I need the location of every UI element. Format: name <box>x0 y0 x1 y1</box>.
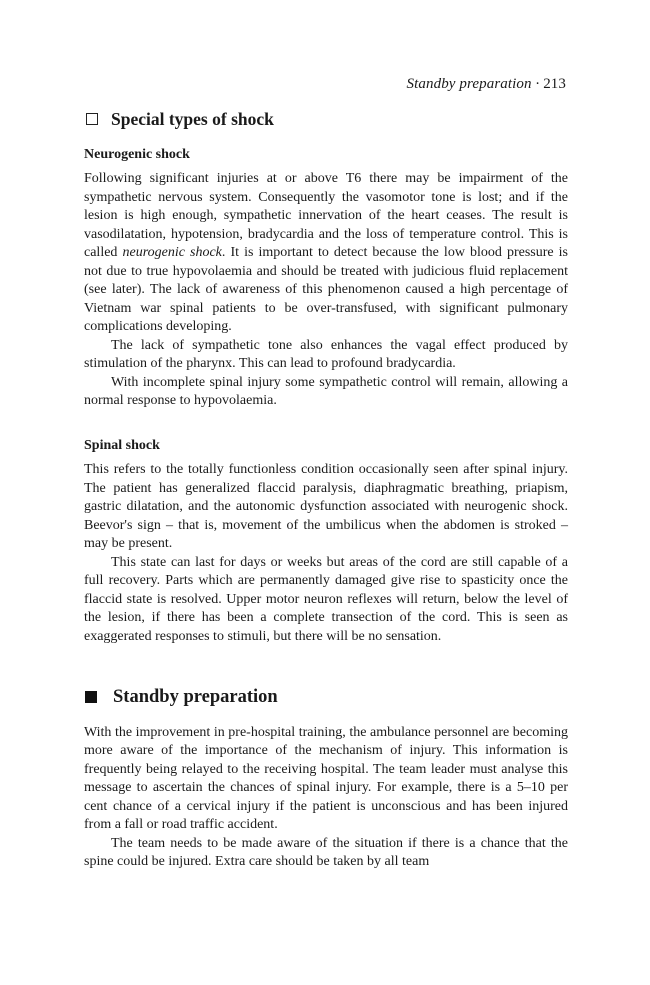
hollow-square-icon <box>86 113 98 125</box>
subsection-heading-neurogenic: Neurogenic shock <box>84 146 190 162</box>
page-number: 213 <box>543 76 566 92</box>
paragraph-neurogenic-1: Following significant injuries at or above T6 there may be impairment of the sympathetic nervous system. Consequently the vasomotor tone is lost; and if the lesion is high enough, sympathetic innervation of the heart ceases. The result is vasodilatation, hypotension, bradycardia and the loss of temperature control. This is called neurogenic shock. It is important to detect because the low blood pressure is not due to true hypovolaemia and should be treated with judicious fluid replacement (see later). The lack of awareness of this phenomenon caused a high percentage of Vietnam war spinal patients to be over-transfused, with significant pulmonary complications developing. <box>84 171 568 334</box>
section-heading-text: Special types of shock <box>111 109 274 129</box>
running-head <box>407 76 566 93</box>
filled-square-icon <box>85 691 97 703</box>
paragraph-neurogenic-3: With incomplete spinal injury some sympathetic control will remain, allowing a normal response to hypovolaemia. <box>84 374 568 408</box>
paragraph-standby-2: The team needs to be made aware of the situation if there is a chance that the spine could be injured. Extra care should be taken by all team <box>84 835 568 869</box>
running-head-separator: · <box>531 76 544 92</box>
term-neurogenic-shock: neurogenic shock <box>122 245 222 260</box>
paragraph-spinal-1: This refers to the totally functionless condition occasionally seen after spinal injury. The patient has generalized flaccid paralysis, diaphragmatic breathing, priapism, gastric dilatation, and the autonomic dysfunction associated with neurogenic shock. Beevor's sign – that is, movement of the umbilicus when the abdomen is stroked – may be present. <box>84 462 568 551</box>
paragraph-spinal-2: This state can last for days or weeks but areas of the cord are still capable of a full recovery. Parts which are permanently damaged give rise to spasticity once the flaccid state is resolved. Upper motor neuron reflexes will return, below the level of the lesion, if there has been a complete transection of the cord. This is seen as exaggerated responses to stimuli, but there will be no sensation. <box>84 554 568 644</box>
section-heading-special-shock <box>84 110 568 129</box>
running-head-title: Standby preparation <box>406 76 532 92</box>
section-heading-text: Standby preparation <box>113 687 278 707</box>
page-body <box>84 110 568 872</box>
paragraph-neurogenic-2: The lack of sympathetic tone also enhances the vagal effect produced by stimulation of the pharynx. This can lead to profound bradycardia. <box>84 337 568 371</box>
subsection-heading-spinal: Spinal shock <box>84 437 160 453</box>
section-heading-standby <box>84 688 568 707</box>
paragraph-standby-1: With the improvement in pre-hospital training, the ambulance personnel are becoming more aware of the importance of the mechanism of injury. This information is frequently being relayed to the receiving hospital. The team leader must analyse this message to ascertain the chances of spinal injury. For example, there is a 5–10 per cent chance of a cervical injury if the patient is unconscious and has been injured from a fall or road traffic accident. <box>84 724 568 832</box>
